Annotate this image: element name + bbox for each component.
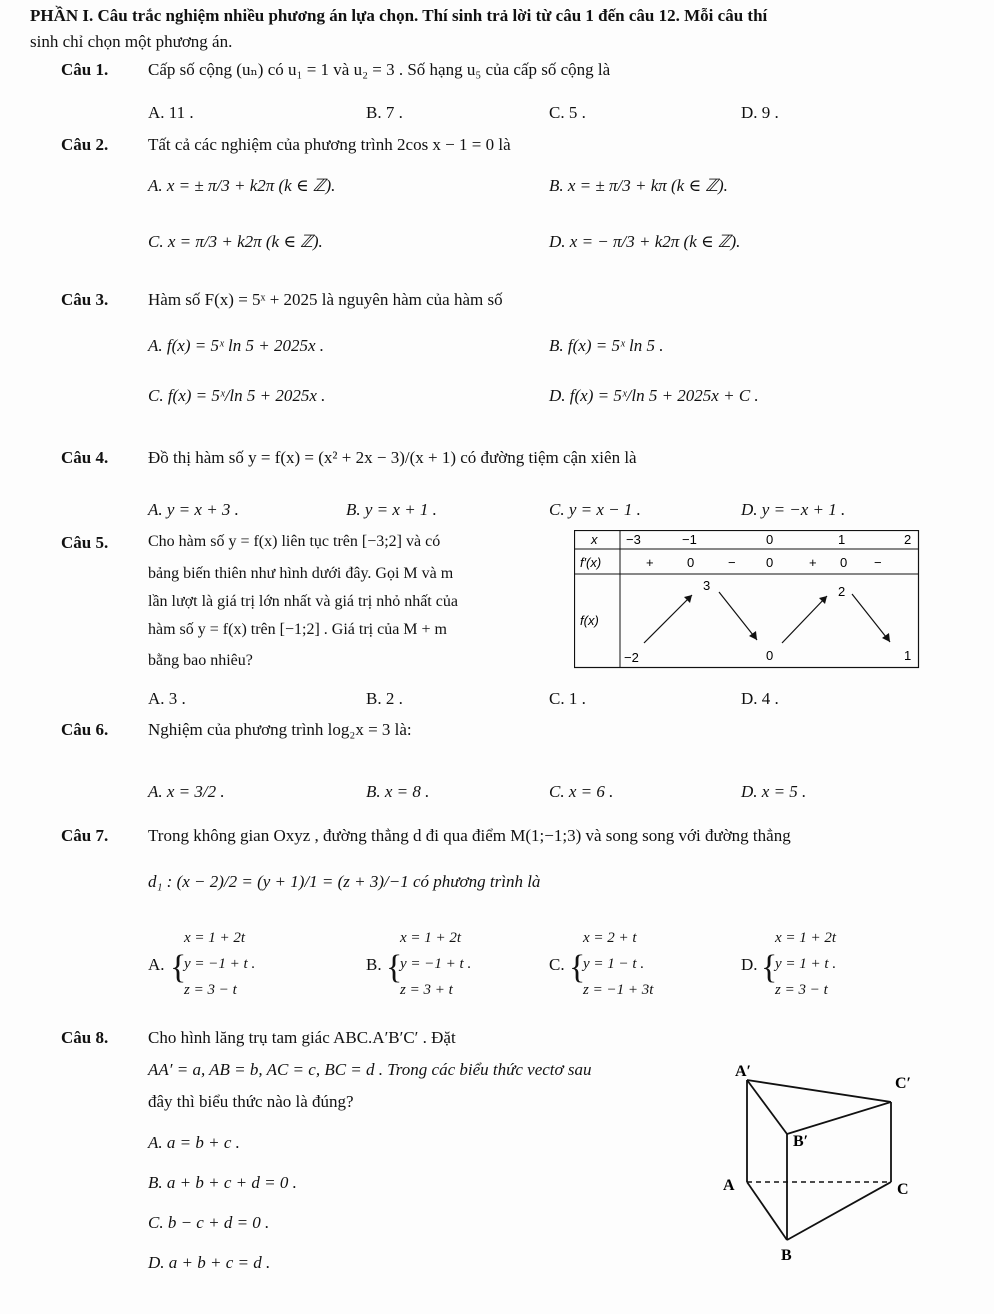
q8-line-1: Cho hình lăng trụ tam giác ABC.A′B′C′ . Đặt: [148, 1028, 456, 1047]
q8-option-a[interactable]: A. a = b + c .: [148, 1133, 240, 1152]
sign: −: [728, 555, 736, 570]
f-value: 0: [766, 648, 774, 663]
q1-option-a[interactable]: A. 11 .: [148, 103, 194, 122]
q4-text: Đồ thị hàm số y = f(x) = (x² + 2x − 3)/(x + 1) có đường tiệm cận xiên là: [148, 448, 637, 467]
q5-label: Câu 5.: [61, 533, 109, 552]
q7-option-d-row: x = 1 + 2t: [775, 930, 837, 946]
vertex-label: C: [897, 1181, 909, 1198]
x-value: 0: [766, 532, 774, 547]
q1-option-d[interactable]: D. 9 .: [741, 103, 779, 122]
q6-label: Câu 6.: [61, 720, 109, 739]
q4-option-a[interactable]: A. y = x + 3 .: [148, 500, 239, 519]
vertex-label: C′: [895, 1075, 912, 1092]
q3-option-a[interactable]: A. f(x) = 5ˣ ln 5 + 2025x .: [148, 336, 324, 355]
q7-option-c-letter[interactable]: C.: [549, 955, 565, 974]
q7-option-b-letter[interactable]: B.: [366, 955, 382, 974]
q3-text: Hàm số F(x) = 5ˣ + 2025 là nguyên hàm của hàm số: [148, 290, 503, 309]
q8-option-d[interactable]: D. a + b + c = d .: [148, 1253, 271, 1272]
variation-table: [574, 530, 922, 670]
q8-label: Câu 8.: [61, 1028, 109, 1047]
q7-line-1: Trong không gian Oxyz , đường thẳng d đi qua điểm M(1;−1;3) và song song với đường thẳng: [148, 826, 791, 845]
q7-option-d-letter[interactable]: D.: [741, 955, 758, 974]
q8-line-3: đây thì biểu thức nào là đúng?: [148, 1092, 354, 1111]
q4-option-c[interactable]: C. y = x − 1 .: [549, 500, 641, 519]
sign: 0: [766, 555, 774, 570]
q6-option-d[interactable]: D. x = 5 .: [741, 782, 807, 801]
brace-icon: {: [569, 949, 586, 986]
q6-text: Nghiệm của phương trình log₂x = 3 là:: [148, 720, 412, 739]
sign: −: [874, 555, 882, 570]
q5-option-b[interactable]: B. 2 .: [366, 689, 403, 708]
vertex-label: A: [723, 1177, 735, 1194]
prism-figure: [715, 1062, 925, 1277]
f-value: −2: [624, 650, 639, 665]
q5-option-d[interactable]: D. 4 .: [741, 689, 779, 708]
row-label-fprime: f′(x): [580, 555, 602, 570]
vertex-label: B: [781, 1247, 792, 1264]
q5-line-3: lần lượt là giá trị lớn nhất và giá trị nhỏ nhất của: [148, 593, 458, 610]
q5-line-2: bảng biến thiên như hình dưới đây. Gọi M và m: [148, 565, 454, 582]
q1-label: Câu 1.: [61, 60, 109, 79]
q7-option-a-row: x = 1 + 2t: [184, 930, 246, 946]
x-value: 1: [838, 532, 846, 547]
q2-option-b[interactable]: B. x = ± π/3 + kπ (k ∈ ℤ).: [549, 176, 728, 195]
brace-icon: {: [170, 949, 187, 986]
q3-label: Câu 3.: [61, 290, 109, 309]
q7-option-a-row: z = 3 − t: [184, 982, 237, 998]
f-value: 1: [904, 648, 912, 663]
vertex-label: A′: [735, 1063, 752, 1080]
q5-line-4: hàm số y = f(x) trên [−1;2] . Giá trị của M + m: [148, 621, 447, 638]
arrow-up-2: [782, 596, 827, 643]
q7-option-d-row: y = 1 + t .: [775, 956, 837, 972]
q7-option-b-row: x = 1 + 2t: [400, 930, 462, 946]
q2-text: Tất cả các nghiệm của phương trình 2cos x − 1 = 0 là: [148, 135, 511, 154]
q3-option-c[interactable]: C. f(x) = 5ˣ/ln 5 + 2025x .: [148, 386, 326, 405]
q7-option-b-row: y = −1 + t .: [400, 956, 472, 972]
q1-text: Cấp số cộng (uₙ) có u₁ = 1 và u₂ = 3 . Số hạng u₅ của cấp số cộng là: [148, 60, 611, 79]
x-value: −3: [626, 532, 641, 547]
sign: 0: [840, 555, 848, 570]
q7-label: Câu 7.: [61, 826, 109, 845]
q5-line-1: Cho hàm số y = f(x) liên tục trên [−3;2] và có: [148, 533, 441, 550]
q7-option-b-row: z = 3 + t: [400, 982, 453, 998]
sign: 0: [687, 555, 695, 570]
row-label-x: x: [591, 532, 598, 547]
q8-option-b[interactable]: B. a + b + c + d = 0 .: [148, 1173, 297, 1192]
q7-option-d-row: z = 3 − t: [775, 982, 828, 998]
q6-option-c[interactable]: C. x = 6 .: [549, 782, 614, 801]
x-value: −1: [682, 532, 697, 547]
q3-option-b[interactable]: B. f(x) = 5ˣ ln 5 .: [549, 336, 664, 355]
section-header-cont: sinh chỉ chọn một phương án.: [30, 32, 233, 51]
q7-option-a-letter[interactable]: A.: [148, 955, 165, 974]
f-value: 3: [703, 578, 711, 593]
q4-option-d[interactable]: D. y = −x + 1 .: [741, 500, 846, 519]
row-label-f: f(x): [580, 613, 599, 628]
arrow-up-1: [644, 595, 692, 643]
q2-option-a[interactable]: A. x = ± π/3 + k2π (k ∈ ℤ).: [148, 176, 336, 195]
q8-option-c[interactable]: C. b − c + d = 0 .: [148, 1213, 270, 1232]
q6-option-a[interactable]: A. x = 3/2 .: [148, 782, 225, 801]
x-value: 2: [904, 532, 912, 547]
q8-line-2: AA′ = a, AB = b, AC = c, BC = d . Trong các biểu thức vectơ sau: [148, 1060, 592, 1079]
section-header: PHẦN I. Câu trắc nghiệm nhiều phương án lựa chọn. Thí sinh trả lời từ câu 1 đến câu 12. Mỗi câu thí: [30, 6, 768, 25]
q5-line-5: bằng bao nhiêu?: [148, 652, 253, 669]
q7-option-a-row: y = −1 + t .: [184, 956, 256, 972]
q7-line-2: d₁ : (x − 2)/2 = (y + 1)/1 = (z + 3)/−1 có phương trình là: [148, 872, 541, 891]
q2-option-d[interactable]: D. x = − π/3 + k2π (k ∈ ℤ).: [549, 232, 741, 251]
sign: +: [646, 555, 654, 570]
brace-icon: {: [386, 949, 403, 986]
arrow-down-2: [852, 594, 890, 642]
arrow-down-1: [719, 592, 757, 640]
q7-option-c-row: z = −1 + 3t: [583, 982, 654, 998]
q2-label: Câu 2.: [61, 135, 109, 154]
q4-option-b[interactable]: B. y = x + 1 .: [346, 500, 437, 519]
brace-icon: {: [761, 949, 778, 986]
q4-label: Câu 4.: [61, 448, 109, 467]
q1-option-c[interactable]: C. 5 .: [549, 103, 586, 122]
q6-option-b[interactable]: B. x = 8 .: [366, 782, 430, 801]
q2-option-c[interactable]: C. x = π/3 + k2π (k ∈ ℤ).: [148, 232, 323, 251]
q5-option-c[interactable]: C. 1 .: [549, 689, 586, 708]
f-value: 2: [838, 584, 846, 599]
q7-option-c-row: x = 2 + t: [583, 930, 637, 946]
q1-option-b[interactable]: B. 7 .: [366, 103, 403, 122]
vertex-label: B′: [793, 1133, 809, 1150]
q3-option-d[interactable]: D. f(x) = 5ˣ/ln 5 + 2025x + C .: [549, 386, 759, 405]
q7-option-c-row: y = 1 − t .: [583, 956, 645, 972]
sign: +: [809, 555, 817, 570]
q5-option-a[interactable]: A. 3 .: [148, 689, 186, 708]
